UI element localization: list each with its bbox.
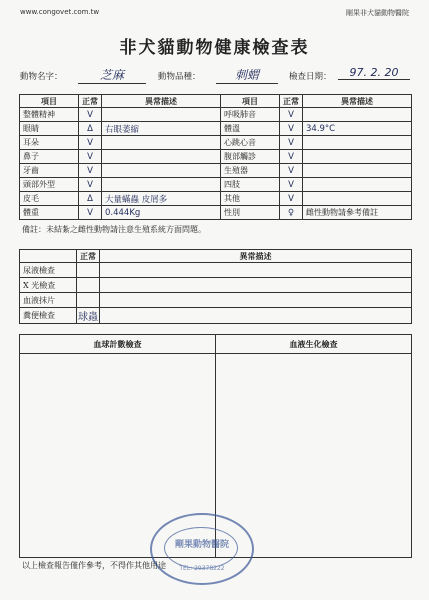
exam-item: 體重 [20,206,79,220]
abnormal-note [102,150,221,164]
normal-mark: ♀ [280,206,303,220]
lab-test-header-row [20,250,412,263]
table-row [20,164,412,178]
col-header-item: 項目 [20,95,79,108]
normal-mark: V [280,164,303,178]
exam-item: 眼睛 [20,122,79,136]
table-row [20,192,412,206]
test-name: 血液抹片 [20,293,77,308]
abnormal-note [100,278,412,293]
normal-mark: V [79,206,102,220]
clinic-stamp [150,513,254,585]
col-header-item: 項目 [221,95,280,108]
abnormal-note: 34.9°C [303,122,412,136]
cbc-title: 血球計數檢查 [93,339,142,349]
test-name: 糞便檢查 [20,308,77,324]
abnormal-note [102,136,221,150]
col-header-normal: 正常 [79,95,102,108]
col-header-test [20,250,77,263]
abnormal-note [100,293,412,308]
abnormal-note [303,192,412,206]
table-row [20,206,412,220]
abnormal-note: 大量蟎蟲 皮屑多 [102,192,221,206]
abnormal-note [102,164,221,178]
normal-mark: V [280,178,303,192]
exam-item: 皮毛 [20,192,79,206]
table-row [20,293,412,308]
exam-item: 鼻子 [20,150,79,164]
abnormal-note [303,164,412,178]
abnormal-note: 雌性動物請參考備註 [303,206,412,220]
normal-mark: Δ [79,122,102,136]
normal-mark: 球蟲 [77,308,100,324]
col-header-abnormal: 異常描述 [303,95,412,108]
exam-item: 整體精神 [20,108,79,122]
exam-item: 四肢 [221,178,280,192]
animal-name-value: 芝麻 [78,66,146,84]
table-row [20,178,412,192]
exam-item: 呼吸肺音 [221,108,280,122]
table-row [20,263,412,278]
footer-disclaimer: 以上檢查報告僅作參考，不得作其他用途 [22,561,166,570]
exam-item: 頭部外型 [20,178,79,192]
exam-date-value: 97. 2. 20 [338,66,410,80]
table-row [20,308,412,324]
page-title: 非犬貓動物健康檢查表 [119,38,310,58]
exam-item: 心跳心音 [221,136,280,150]
table-row [20,150,412,164]
normal-mark [77,293,100,308]
header-rule [20,353,411,354]
abnormal-note: 0.444Kg [102,206,221,220]
physical-exam-header-row [20,95,412,108]
remark-note: 備註：未結紮之雌性動物請注意生殖系統方面問題。 [22,225,206,234]
col-header-normal: 正常 [77,250,100,263]
test-name: X 光檢查 [20,278,77,293]
exam-item: 生殖器 [221,164,280,178]
normal-mark: V [280,108,303,122]
stamp-text: 剛果動物醫院 [174,540,229,550]
animal-species-value: 刺蝟 [216,66,278,84]
table-row [20,278,412,293]
col-header-abnormal: 異常描述 [100,250,412,263]
abnormal-note [303,136,412,150]
exam-item: 耳朵 [20,136,79,150]
normal-mark: V [79,164,102,178]
abnormal-note: 右眼萎縮 [102,122,221,136]
stamp-phone: TEL: 29378222 [179,565,225,572]
normal-mark: V [280,122,303,136]
exam-item: 牙齒 [20,164,79,178]
exam-item: 其他 [221,192,280,206]
table-row [20,122,412,136]
normal-mark: Δ [79,192,102,206]
normal-mark: V [79,136,102,150]
normal-mark: V [280,150,303,164]
normal-mark: V [79,150,102,164]
normal-mark [77,278,100,293]
exam-item: 性別 [221,206,280,220]
animal-name-label: 動物名字： [20,72,63,82]
test-name: 尿液檢查 [20,263,77,278]
col-header-normal: 正常 [280,95,303,108]
abnormal-note [303,178,412,192]
normal-mark: V [79,178,102,192]
normal-mark: V [79,108,102,122]
exam-item: 體溫 [221,122,280,136]
clinic-website-url: www.congovet.com.tw [20,8,100,16]
abnormal-note [303,108,412,122]
abnormal-note [102,108,221,122]
physical-exam-table [19,94,412,220]
normal-mark [77,263,100,278]
abnormal-note [100,308,412,324]
col-header-abnormal: 異常描述 [102,95,221,108]
abnormal-note [102,178,221,192]
animal-species-label: 動物品種： [158,72,201,82]
table-row [20,136,412,150]
abnormal-note [100,263,412,278]
normal-mark: V [280,192,303,206]
normal-mark: V [280,136,303,150]
exam-date-label: 檢查日期： [289,72,332,82]
biochemistry-title: 血液生化檢查 [289,339,338,349]
lab-test-table [19,249,412,324]
abnormal-note [303,150,412,164]
clinic-name: 剛果非犬貓動物醫院 [346,9,409,17]
exam-item: 腹部觸診 [221,150,280,164]
table-row [20,108,412,122]
